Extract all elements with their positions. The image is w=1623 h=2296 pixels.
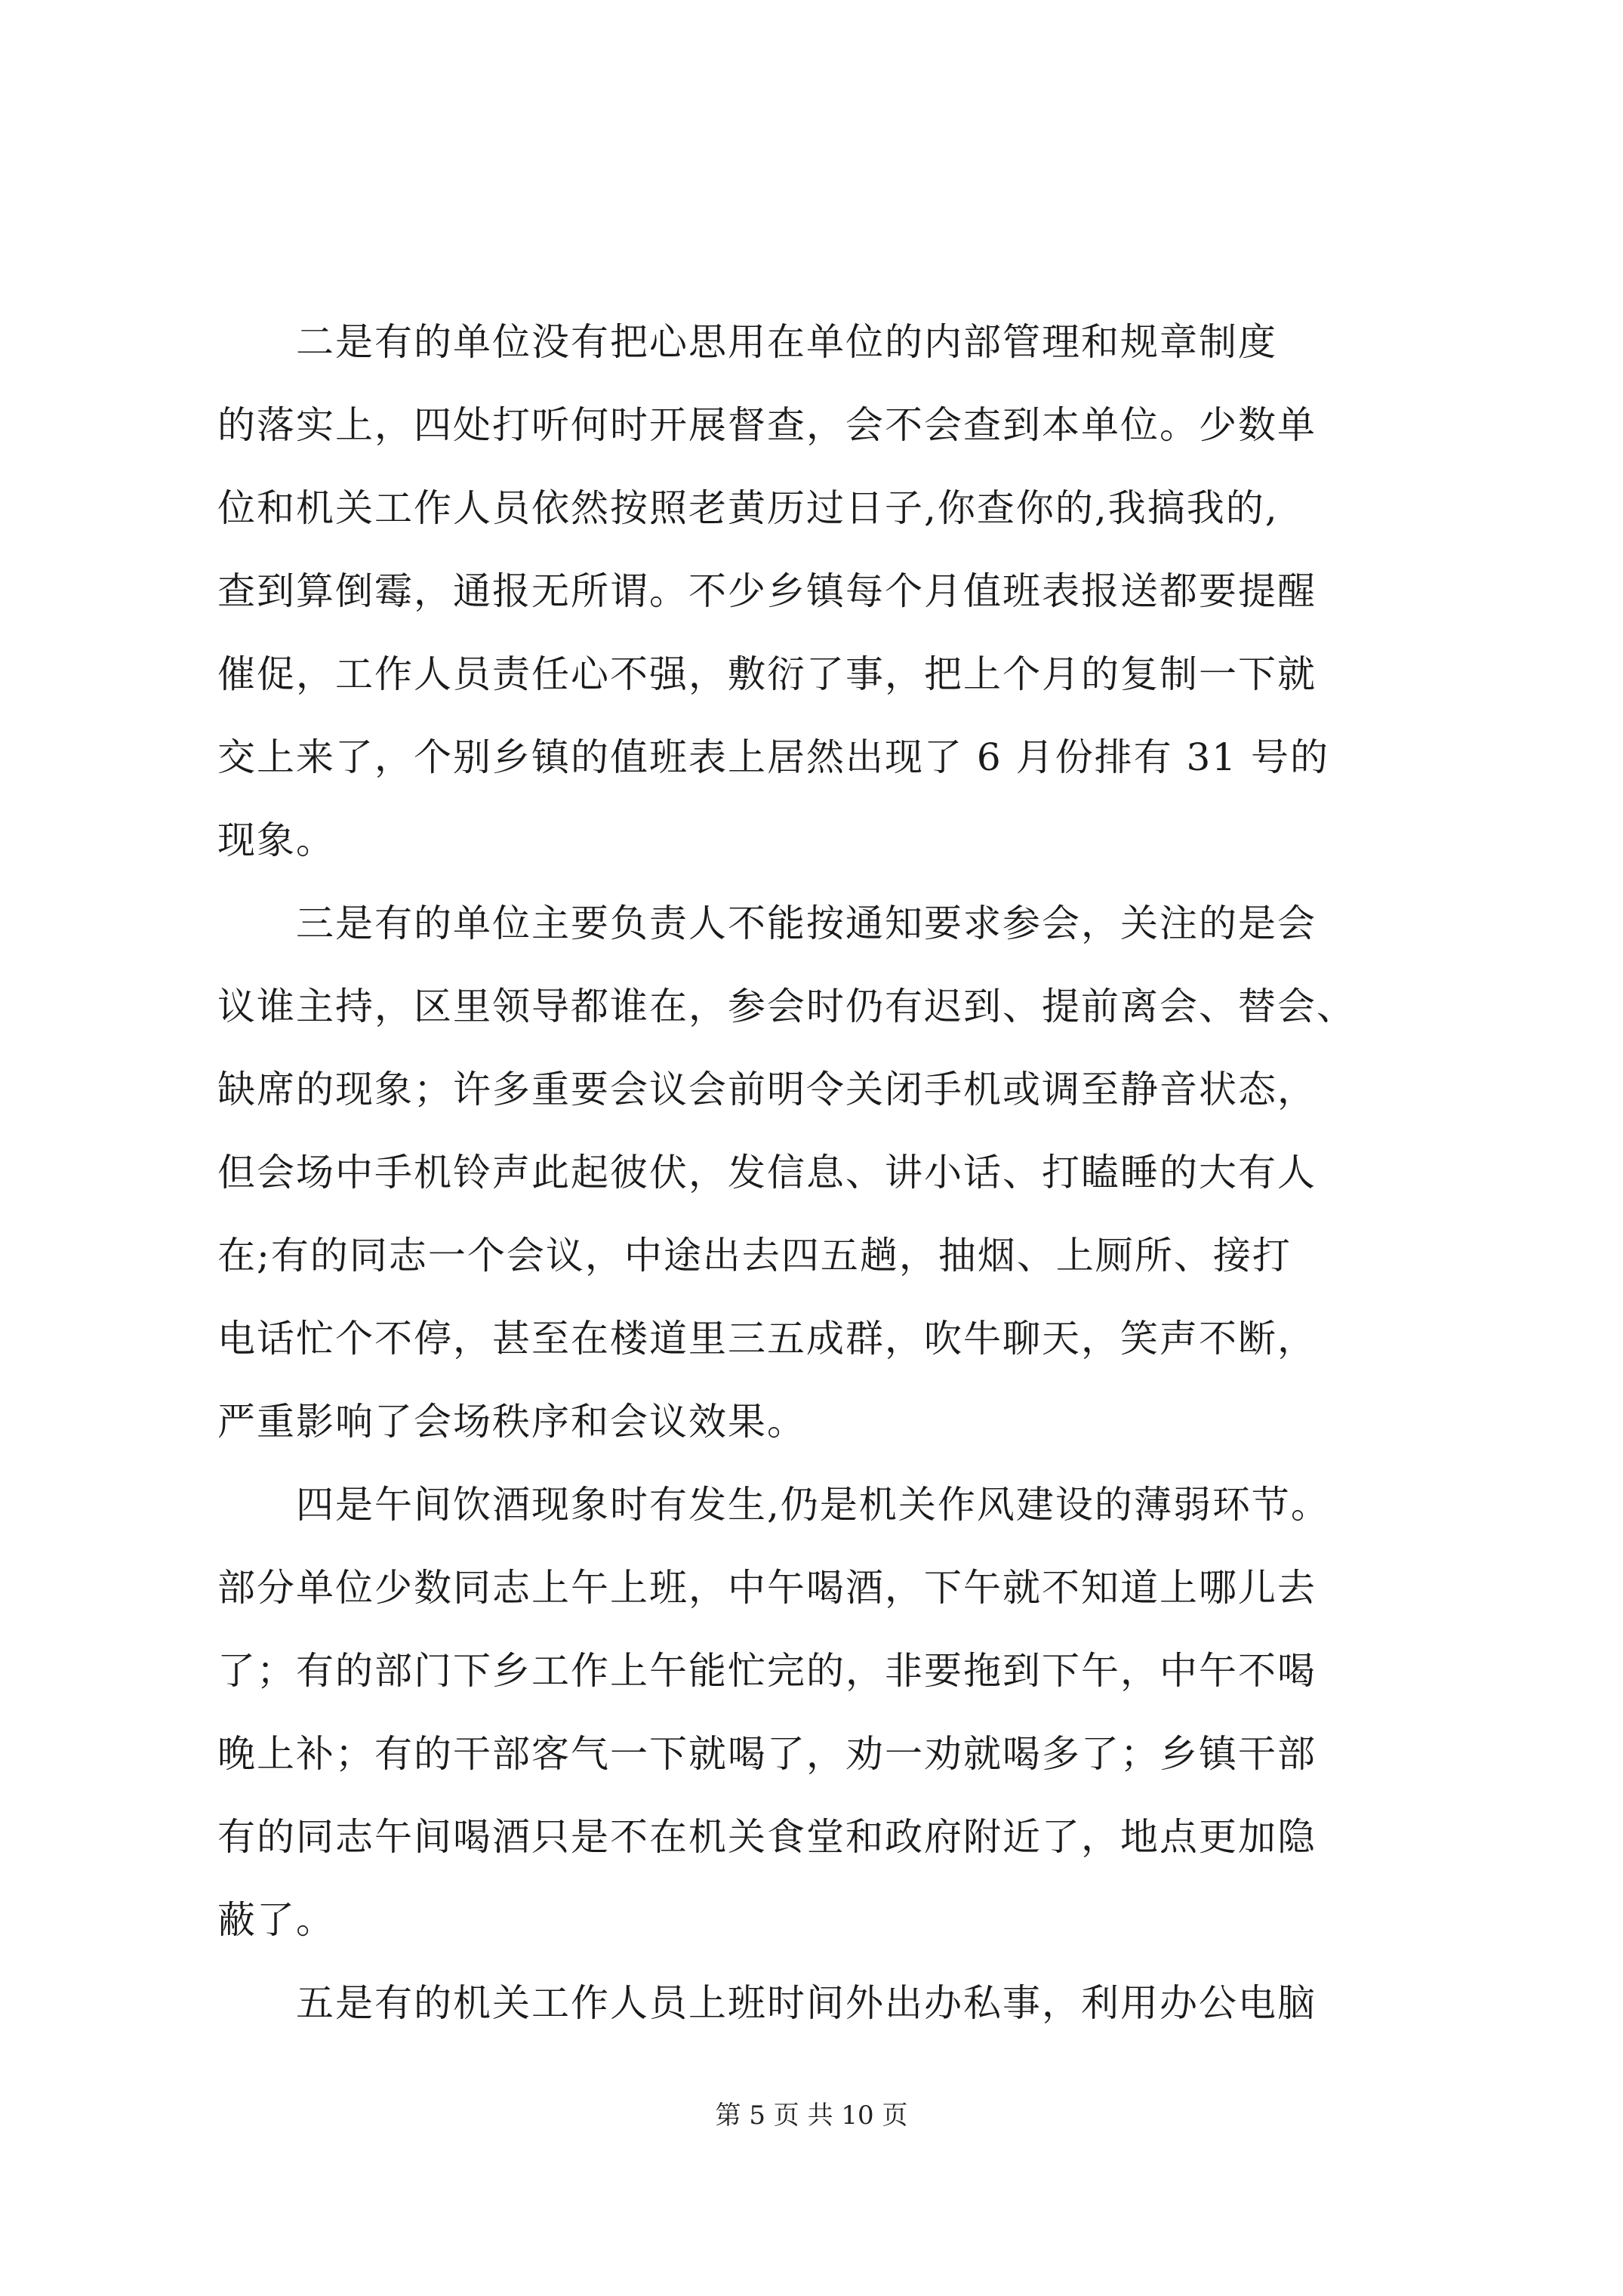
paragraph-5-line-1: 五是有的机关工作人员上班时间外出办私事，利用办公电脑	[296, 1981, 1317, 2025]
paragraph-4-line-3: 了；有的部门下乡工作上午能忙完的，非要拖到下午，中午不喝	[217, 1649, 1317, 1693]
paragraph-4-line-6: 蔽了。	[217, 1898, 335, 1942]
paragraph-3-line-2: 议谁主持，区里领导都谁在，参会时仍有迟到、提前离会、替会、	[217, 985, 1356, 1028]
paragraph-3-line-5: 在;有的同志一个会议，中途出去四五趟，抽烟、上厕所、接打	[217, 1234, 1292, 1277]
paragraph-2-line-5: 催促，工作人员责任心不强，敷衍了事，把上个月的复制一下就	[217, 652, 1317, 696]
document-body	[217, 300, 1418, 2045]
paragraph-4-line-4: 晚上补；有的干部客气一下就喝了，劝一劝就喝多了；乡镇干部	[217, 1732, 1317, 1776]
paragraph-2-line-3: 位和机关工作人员依然按照老黄历过日子,你查你的,我搞我的,	[217, 486, 1279, 530]
paragraph-3-line-6: 电话忙个不停，甚至在楼道里三五成群，吹牛聊天，笑声不断，	[217, 1317, 1317, 1361]
paragraph-2-line-4: 查到算倒霉，通报无所谓。不少乡镇每个月值班表报送都要提醒	[217, 569, 1317, 613]
paragraph-4-line-5: 有的同志午间喝酒只是不在机关食堂和政府附近了，地点更加隐	[217, 1815, 1317, 1859]
paragraph-3-line-7: 严重影响了会场秩序和会议效果。	[217, 1400, 806, 1444]
paragraph-4-line-1: 四是午间饮酒现象时有发生,仍是机关作风建设的薄弱环节。	[296, 1483, 1330, 1527]
paragraph-2-line-6: 交上来了，个别乡镇的值班表上居然出现了 6 月份排有 31 号的	[217, 735, 1330, 779]
page-footer: 第 5 页 共 10 页	[715, 2100, 908, 2131]
paragraph-2-line-1: 二是有的单位没有把心思用在单位的内部管理和规章制度	[296, 320, 1277, 364]
paragraph-3-line-1: 三是有的单位主要负责人不能按通知要求参会，关注的是会	[296, 901, 1317, 945]
paragraph-2-line-2: 的落实上，四处打听何时开展督查，会不会查到本单位。少数单	[217, 403, 1317, 447]
paragraph-3-line-4: 但会场中手机铃声此起彼伏，发信息、讲小话、打瞌睡的大有人	[217, 1151, 1317, 1194]
paragraph-3-line-3: 缺席的现象；许多重要会议会前明令关闭手机或调至静音状态，	[217, 1068, 1317, 1111]
paragraph-4-line-2: 部分单位少数同志上午上班，中午喝酒，下午就不知道上哪儿去	[217, 1566, 1317, 1610]
paragraph-2-line-7: 现象。	[217, 818, 335, 862]
